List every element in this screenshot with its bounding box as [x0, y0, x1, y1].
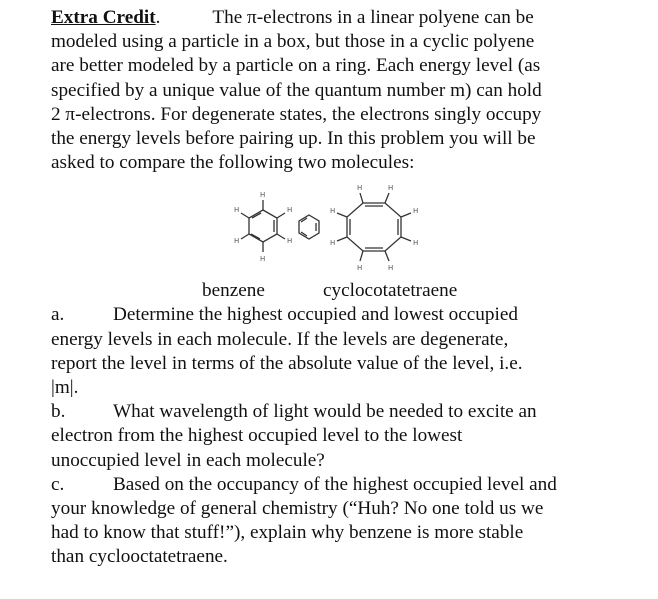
part-a-line-1 [51, 303, 631, 327]
h-atom-label: H [287, 206, 293, 215]
part-c-line-1 [51, 473, 631, 497]
h-atom-label: H [234, 237, 240, 246]
intro-line-3: are better modeled by a particle on a ring. Each energy level (as [51, 55, 541, 77]
intro-line-6: the energy levels before pairing up. In this problem you will be [51, 128, 536, 150]
intro-line-5: 2 π-electrons. For degenerate states, the electrons singly occupy [51, 103, 542, 125]
molecule-structures [51, 179, 631, 279]
intro-line-2: modeled using a particle in a box, but those in a cyclic polyene [51, 31, 535, 53]
h-atom-label: H [287, 237, 293, 246]
h-atom-label: H [413, 239, 419, 248]
h-atom-label: H [357, 264, 363, 273]
part-c-line-4: than cyclooctatetraene. [51, 546, 228, 568]
molecule-figure [51, 179, 631, 279]
part-c-letter: c. [51, 473, 65, 495]
part-a-line-2: energy levels in each molecule. If the levels are degenerate, [51, 328, 509, 350]
part-c-line-3: had to know that stuff!”), explain why benzene is more stable [51, 522, 524, 544]
benzene-label: benzene [202, 280, 265, 302]
molecule-labels [51, 279, 631, 303]
extra-credit-heading: Extra Credit [51, 7, 156, 28]
h-atom-label: H [260, 255, 266, 264]
benzene-skeletal-structure [299, 215, 319, 239]
h-atom-label: H [388, 264, 394, 273]
part-b-line-1 [51, 400, 631, 424]
h-atom-label: H [388, 184, 394, 193]
h-atom-label: H [260, 191, 266, 200]
intro-line-1: Extra Credit. The π-electrons in a linear polyene can be [51, 7, 534, 28]
intro-line-4: specified by a unique value of the quantum number m) can hold [51, 79, 542, 101]
part-a-text-1: Determine the highest occupied and lowest occupied [113, 304, 518, 326]
h-atom-label: H [330, 207, 336, 216]
cyclooctatetraene-h-labels [330, 184, 418, 272]
benzene-kekule-structure [241, 200, 285, 252]
part-a-line-3: report the level in terms of the absolute value of the level, i.e. [51, 352, 523, 374]
h-atom-label: H [357, 184, 363, 193]
part-c-line-2: your knowledge of general chemistry (“Huh? No one told us we [51, 498, 544, 520]
cyclooctatetraene-label: cyclocotatetraene [323, 280, 458, 302]
intro-line-7: asked to compare the following two molecules: [51, 152, 415, 174]
intro-text-1: The π-electrons in a linear polyene can be [212, 7, 534, 28]
document-page [51, 6, 631, 570]
h-atom-label: H [413, 207, 419, 216]
part-b-text-1: What wavelength of light would be needed to excite an [113, 401, 537, 423]
part-b-letter: b. [51, 401, 66, 423]
part-b-line-3: unoccupied level in each molecule? [51, 449, 325, 471]
part-c-text-1: Based on the occupancy of the highest occupied level and [113, 473, 557, 495]
h-atom-label: H [330, 239, 336, 248]
part-a-letter: a. [51, 304, 65, 326]
h-atom-label: H [234, 206, 240, 215]
part-a-line-4: |m|. [51, 377, 79, 399]
cyclooctatetraene-structure [337, 193, 411, 261]
part-b-line-2: electron from the highest occupied level to the lowest [51, 425, 463, 447]
